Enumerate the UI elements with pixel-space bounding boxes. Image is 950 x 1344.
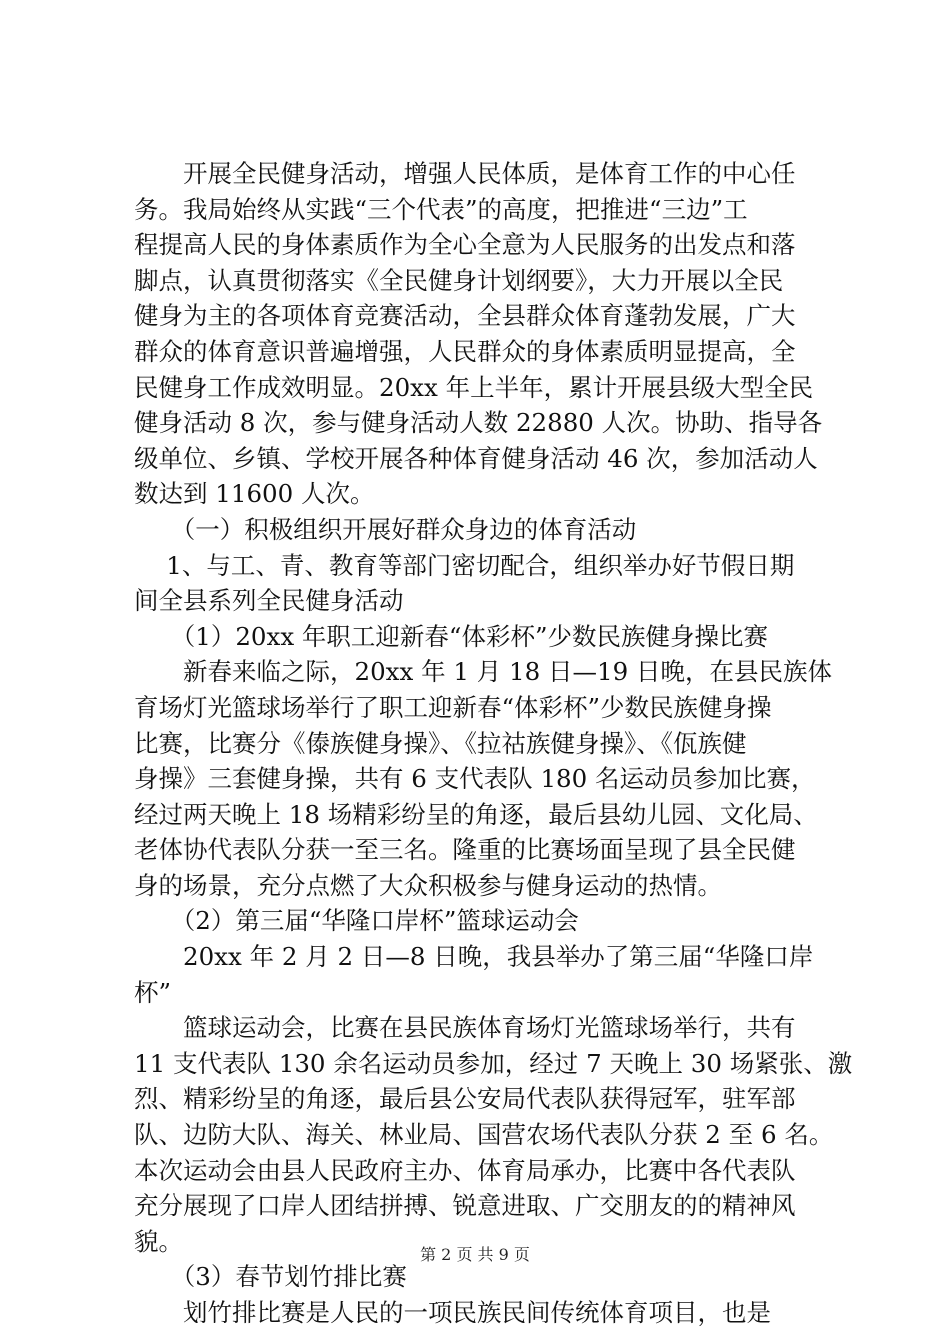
text-line: 开展全民健身活动，增强人民体质，是体育工作的中心任 xyxy=(134,159,796,188)
text-line: 健身活动 8 次，参与健身活动人数 22880 人次。协助、指导各 xyxy=(134,408,823,438)
text-line: 群众的体育意识普遍增强，人民群众的身体素质明显提高，全 xyxy=(134,336,796,366)
text-line: 健身为主的各项体育竞赛活动，全县群众体育蓬勃发展，广大 xyxy=(134,301,796,331)
subsection-heading: （1）20xx 年职工迎新春“体彩杯”少数民族健身操比赛 xyxy=(134,621,768,651)
subsection-heading: （2）第三届“华隆口岸杯”篮球运动会 xyxy=(134,906,579,936)
text-line: 身操》三套健身操，共有 6 支代表队 180 名运动员参加比赛， xyxy=(134,764,816,794)
text-line: 老体协代表队分获一至三名。隆重的比赛场面呈现了县全民健 xyxy=(134,835,796,865)
text-line: 经过两天晚上 18 场精彩纷呈的角逐，最后县幼儿园、文化局、 xyxy=(134,799,818,829)
page-footer: 第 2 页 共 9 页 xyxy=(420,1245,530,1264)
body-text xyxy=(134,156,853,1331)
text-line: 务。我局始终从实践“三个代表”的高度，把推进“三边”工 xyxy=(134,194,748,224)
text-line: 20xx 年 2 月 2 日—8 日晚，我县举办了第三届“华隆口岸 xyxy=(134,942,814,972)
text-line: 充分展现了口岸人团结拼搏、锐意进取、广交朋友的的精神风 xyxy=(134,1191,796,1221)
text-line: 队、边防大队、海关、林业局、国营农场代表队分获 2 至 6 名。 xyxy=(134,1120,834,1150)
text-line: 比赛，比赛分《傣族健身操》、《拉祜族健身操》、《佤族健 xyxy=(134,728,747,758)
text-line: 篮球运动会，比赛在县民族体育场灯光篮球场举行，共有 xyxy=(134,1013,796,1043)
text-line: 脚点，认真贯彻落实《全民健身计划纲要》，大力开展以全民 xyxy=(134,265,784,295)
text-line: 民健身工作成效明显。20xx 年上半年，累计开展县级大型全民 xyxy=(134,372,814,402)
section-heading: （一）积极组织开展好群众身边的体育活动 xyxy=(134,514,637,544)
text-line: 划竹排比赛是人民的一项民族民间传统体育项目，也是 xyxy=(134,1298,771,1327)
text-line: 杯” xyxy=(134,977,172,1007)
text-line: 貌。 xyxy=(134,1226,183,1256)
text-line: 身的场景，充分点燃了大众积极参与健身运动的热情。 xyxy=(134,870,722,900)
text-line: 间全县系列全民健身活动 xyxy=(134,586,404,616)
text-line: 育场灯光篮球场举行了职工迎新春“体彩杯”少数民族健身操 xyxy=(134,692,772,722)
text-line: 1、与工、青、教育等部门密切配合，组织举办好节假日期 xyxy=(134,550,795,580)
text-line: 本次运动会由县人民政府主办、体育局承办，比赛中各代表队 xyxy=(134,1155,796,1185)
text-line: 程提高人民的身体素质作为全心全意为人民服务的出发点和落 xyxy=(134,230,796,260)
subsection-heading: （3）春节划竹排比赛 xyxy=(134,1262,407,1292)
text-line: 11 支代表队 130 余名运动员参加，经过 7 天晚上 30 场紧张、激 xyxy=(134,1048,853,1078)
text-line: 新春来临之际，20xx 年 1 月 18 日—19 日晚，在县民族体 xyxy=(134,657,832,687)
text-line: 数达到 11600 人次。 xyxy=(134,479,375,509)
text-line: 烈、精彩纷呈的角逐，最后县公安局代表队获得冠军，驻军部 xyxy=(134,1084,796,1114)
text-line: 级单位、乡镇、学校开展各种体育健身活动 46 次，参加活动人 xyxy=(134,443,818,473)
